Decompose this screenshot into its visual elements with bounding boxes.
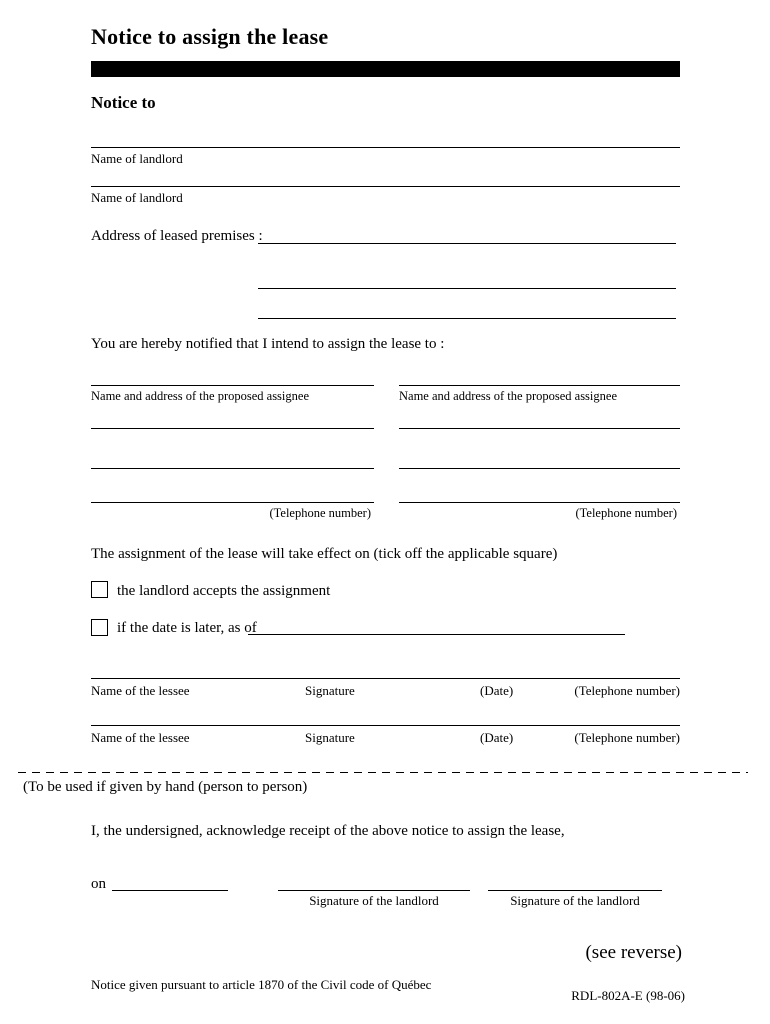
see-reverse-note: (see reverse) (585, 942, 682, 963)
lessee-2-telephone-label: (Telephone number) (574, 730, 680, 745)
section-dashed-divider (18, 772, 748, 773)
lessee-2-signature-label: Signature (305, 730, 355, 745)
assignee-right-input-1[interactable] (399, 385, 680, 386)
acknowledgement-statement: I, the undersigned, acknowledge receipt of the above notice to assign the lease, (91, 823, 565, 839)
lessee-row-2-input[interactable] (91, 725, 680, 726)
assignee-left-label: Name and address of the proposed assignee (91, 389, 309, 403)
assignee-right-input-2[interactable] (399, 428, 680, 429)
landlord-name-label-2: Name of landlord (91, 190, 183, 205)
landlord-signature-input-1[interactable] (278, 890, 470, 891)
acknowledgement-date-input[interactable] (112, 890, 228, 891)
assignee-left-input-4[interactable] (91, 502, 374, 503)
footer-legal-reference: Notice given pursuant to article 1870 of the Civil code of Québec (91, 977, 432, 992)
assignee-right-telephone-label: (Telephone number) (575, 506, 677, 520)
landlord-signature-label-1: Signature of the landlord (309, 893, 439, 908)
assignee-left-input-3[interactable] (91, 468, 374, 469)
checkbox-landlord-accepts[interactable] (91, 581, 108, 598)
lessee-1-telephone-label: (Telephone number) (574, 683, 680, 698)
lessee-2-name-label: Name of the lessee (91, 730, 190, 745)
lessee-1-name-label: Name of the lessee (91, 683, 190, 698)
address-label: Address of leased premises : (91, 228, 263, 244)
footer-form-number: RDL-802A-E (98-06) (571, 988, 685, 1003)
lessee-2-date-label: (Date) (480, 730, 514, 745)
option-landlord-accepts-label: the landlord accepts the assignment (117, 583, 331, 599)
landlord-name-label-1: Name of landlord (91, 151, 183, 166)
date-later-input[interactable] (248, 634, 625, 635)
effect-intro: The assignment of the lease will take effect on (tick off the applicable square) (91, 546, 558, 562)
checkbox-date-later[interactable] (91, 619, 108, 636)
landlord-name-input-2[interactable] (91, 186, 680, 187)
notice-to-heading: Notice to (91, 93, 156, 112)
assignee-left-input-2[interactable] (91, 428, 374, 429)
on-label: on (91, 876, 106, 892)
title-divider-bar (91, 61, 680, 77)
assignee-right-input-3[interactable] (399, 468, 680, 469)
lessee-row-1-input[interactable] (91, 678, 680, 679)
assignee-right-input-4[interactable] (399, 502, 680, 503)
address-input-line-2[interactable] (258, 288, 676, 289)
assignee-left-telephone-label: (Telephone number) (269, 506, 371, 520)
landlord-signature-label-2: Signature of the landlord (510, 893, 640, 908)
hand-delivery-note: (To be used if given by hand (person to person) (23, 779, 308, 795)
option-date-later-label: if the date is later, as of (117, 620, 257, 636)
landlord-name-input-1[interactable] (91, 147, 680, 148)
assignee-left-input-1[interactable] (91, 385, 374, 386)
assignee-right-label: Name and address of the proposed assignee (399, 389, 617, 403)
address-input-line-3[interactable] (258, 318, 676, 319)
notify-statement: You are hereby notified that I intend to assign the lease to : (91, 336, 445, 352)
lessee-1-signature-label: Signature (305, 683, 355, 698)
form-title: Notice to assign the lease (91, 24, 329, 49)
lessee-1-date-label: (Date) (480, 683, 514, 698)
landlord-signature-input-2[interactable] (488, 890, 662, 891)
address-input-line-1[interactable] (258, 243, 676, 244)
